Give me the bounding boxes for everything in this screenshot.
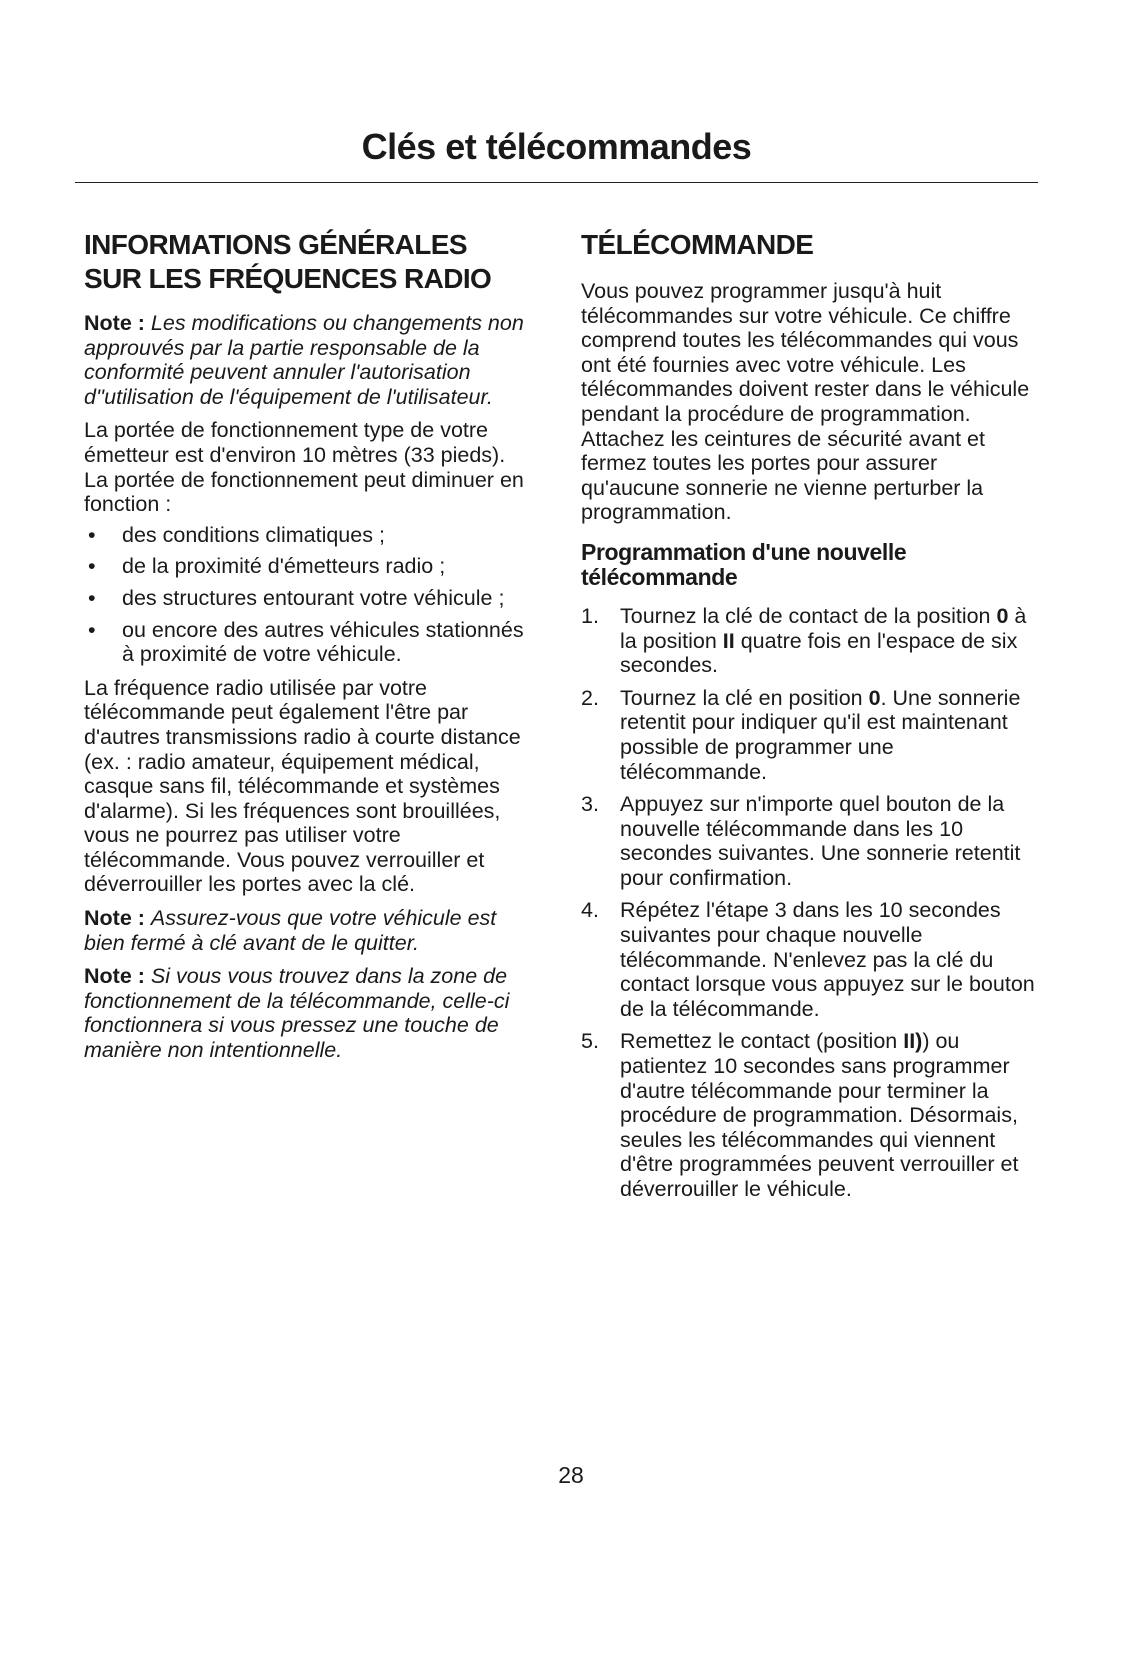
note-label: Note : [84, 906, 145, 931]
heading-line-1: INFORMATIONS GÉNÉRALES [84, 229, 467, 260]
step-item: 3. Appuyez sur n'importe quel bouton de la nouvelle télécommande dans les 10 secondes suivantes. Une sonnerie retentit pour confirmation. [581, 792, 1021, 890]
note-text: Les modifications ou changements non approuvés par la partie responsable de la conformité peuvent annuler l'autorisation d''utilisation de l'équipement de l'utilisateur. [84, 311, 524, 409]
heading-line-2: SUR LES FRÉQUENCES RADIO [84, 263, 492, 294]
note-label: Note : [84, 311, 145, 335]
step-item: 4. Répétez l'étape 3 dans les 10 secondes suivantes pour chaque nouvelle télécommande. N'enlevez pas la clé du contact lorsque vous appuyez sur le bouton de la télécommande. [581, 898, 1035, 1021]
frequency-paragraph: La fréquence radio utilisée par votre télécommande peut également l'être par d'autres transmissions radio à courte distance (ex. : radio amateur, équipement médical, casque sans fil, télécommande et systèmes d'alarme). Si les fréquences sont brouillées, vous ne pourrez pas utiliser votre télécommande. Vous pouvez verrouiller et déverrouiller les portes avec la clé. [84, 675, 521, 897]
step-item: 5. Remettez le contact (position II)) ou patientez 10 secondes sans programmer d'autre télécommande pour terminer la procédure de programmation. Désormais, seules les télécommandes qui viennent d'être programmées peuvent verrouiller et déverrouiller le véhicule. [581, 1029, 1019, 1201]
note-unintentional-press [84, 964, 534, 1062]
range-paragraph: La portée de fonctionnement type de votre émetteur est d'environ 10 mètres (33 pieds). La portée de fonctionnement peut diminuer en fonction : [84, 418, 524, 517]
list-item: • de la proximité d'émetteurs radio ; [88, 554, 446, 579]
step-item: 2. Tournez la clé en position 0. Une sonnerie retentit pour indiquer qu'il est maintenant possible de programmer une télécommande. [581, 685, 1021, 784]
page-number: 28 [558, 1462, 584, 1488]
title-divider [75, 182, 1038, 183]
section-heading-remote: TÉLÉCOMMANDE [581, 229, 814, 260]
right-column [581, 228, 1037, 1202]
programming-steps [581, 604, 1037, 1202]
note-text: Assurez-vous que votre véhicule est bien fermé à clé avant de le quitter. [84, 906, 497, 955]
note-text: Si vous vous trouvez dans la zone de fonctionnement de la télécommande, celle-ci fonctionnera si vous pressez une touche de manière non intentionnelle. [84, 964, 510, 1063]
conditions-list [84, 523, 534, 667]
list-item: • des conditions climatiques ; [88, 522, 385, 547]
section-heading-radio-frequencies [84, 228, 534, 296]
note-modifications [84, 311, 534, 409]
note-label: Note : [84, 964, 145, 989]
subheading-programming: Programmation d'une nouvelle télécommande [581, 538, 907, 590]
step-item: 1. Tournez la clé de contact de la position 0 à la position II quatre fois en l'espace de six secondes. [581, 603, 1027, 678]
list-item: • des structures entourant votre véhicule ; [88, 585, 505, 610]
left-column [84, 228, 534, 1063]
remote-intro-paragraph: Vous pouvez programmer jusqu'à huit télécommandes sur votre véhicule. Ce chiffre comprend toutes les télécommandes qui vous ont été fournies avec votre véhicule. Les télécommandes doivent rester dans le véhicule pendant la procédure de programmation. Attachez les ceintures de sécurité avant et fermez toutes les portes pour assurer qu'aucune sonnerie ne vienne perturber la programmation. [581, 279, 1030, 525]
list-item: • ou encore des autres véhicules stationnés à proximité de votre véhicule. [88, 617, 524, 667]
page-title: Clés et télécommandes [361, 126, 752, 167]
note-locked [84, 906, 534, 955]
